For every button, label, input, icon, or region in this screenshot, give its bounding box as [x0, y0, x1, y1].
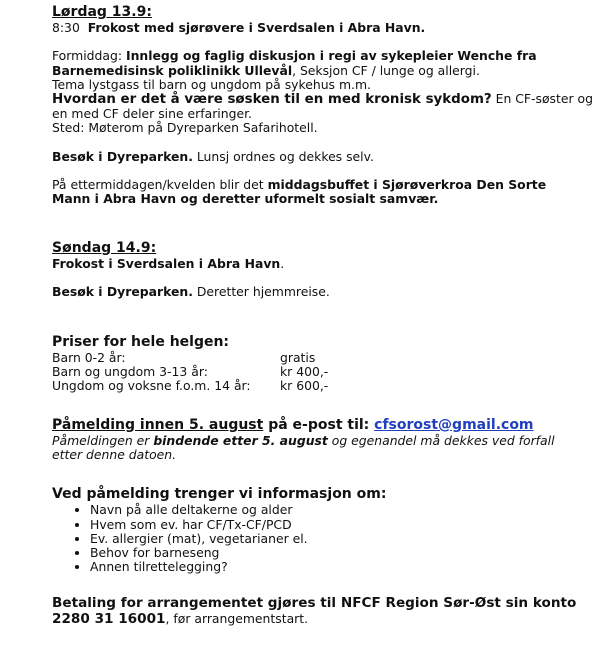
price-label: Ungdom og voksne f.o.m. 14 år: [52, 378, 251, 394]
evening-dinner-1: middagsbuffet i Sjørøverkroa Den Sorte [267, 177, 547, 193]
payment-line-1: Betaling for arrangementet gjøres til NFCF Region Sør-Øst sin konto [52, 594, 577, 611]
saturday-heading: Lørdag 13.9: [52, 4, 152, 20]
account-number: 2280 31 16001 [52, 611, 166, 628]
registration-note-2: etter denne datoen. [52, 446, 177, 462]
payment-line-2 [52, 611, 592, 628]
list-item: • Annen tilrettelegging? [90, 560, 592, 574]
price-value: kr 600,- [280, 378, 329, 394]
sunday-park-visit: Besøk i Dyreparken. [52, 284, 193, 300]
registration-heading [52, 416, 592, 434]
sibling-line-2: en med CF deler sine erfaringer. [52, 106, 252, 122]
evening-intro: På ettermiddagen/kvelden blir det [52, 177, 268, 193]
evening-dinner-2: Mann i Abra Havn og deretter uformelt sosialt samvær. [52, 191, 439, 207]
price-table [52, 351, 592, 394]
list-item: • Ev. allergier (mat), vegetarianer el. [90, 532, 592, 546]
session-prefix: Formiddag: [52, 48, 123, 64]
session-line-1 [52, 49, 592, 63]
sibling-question: Hvordan er det å være søsken til en med kronisk sykdom? [52, 92, 492, 107]
prices-heading: Priser for hele helgen: [52, 333, 230, 350]
park-lunch: Lunsj ordnes og dekkes selv. [192, 148, 374, 164]
registration-note-1: Påmeldingen er bindende etter 5. august og egenandel må dekkes ved forfall [52, 432, 555, 448]
breakfast-time: 8:30 [52, 20, 80, 35]
binding-date: bindende etter 5. august [153, 432, 328, 448]
document-body [52, 4, 592, 628]
list-item: • Navn på alle deltakerne og alder [90, 503, 592, 517]
sibling-text: En CF-søster og [491, 91, 593, 106]
session-title-2: Barnemedisinsk poliklinikk Ullevål [52, 62, 293, 78]
sunday-departure: Deretter hjemmreise. [192, 284, 330, 300]
price-label: Barn og ungdom 3-13 år: [52, 364, 208, 380]
payment-deadline: , før arrangementstart. [165, 611, 309, 627]
registration-email-label: på e-post til: [263, 416, 375, 433]
price-value: gratis [280, 349, 316, 365]
saturday-breakfast [52, 21, 592, 35]
list-item: • Hvem som ev. har CF/Tx-CF/PCD [90, 518, 592, 532]
registration-email-link[interactable]: cfsorost@gmail.com [374, 416, 534, 433]
sunday-park [52, 285, 592, 299]
info-list [52, 503, 592, 574]
session-dept: , Seksjon CF / lunge og allergi. [292, 62, 480, 78]
venue: Sted: Møterom på Dyreparken Safarihotell. [52, 120, 318, 136]
session-title-1: Innlegg og faglig diskusjon i regi av sykepleier Wenche fra [125, 48, 537, 64]
info-heading: Ved påmelding trenger vi informasjon om: [52, 486, 387, 503]
sunday-breakfast: Frokost i Sverdsalen i Abra Havn. [52, 255, 285, 271]
list-item: • Behov for barneseng [90, 546, 592, 560]
park-visit: Besøk i Dyreparken. [52, 148, 193, 164]
price-value: kr 400,- [280, 364, 329, 380]
evening-line-1 [52, 178, 592, 192]
breakfast-text: Frokost med sjørøvere i Sverdsalen i Abra Havn. [87, 20, 426, 35]
sunday-heading: Søndag 14.9: [52, 239, 157, 256]
registration-deadline: Påmelding innen 5. august [52, 416, 264, 433]
saturday-park [52, 150, 592, 164]
session-line-2 [52, 64, 592, 78]
price-label: Barn 0-2 år: [52, 349, 126, 365]
session-topic: Tema lystgass til barn og ungdom på sykehus m.m. [52, 76, 371, 92]
sunday-breakfast-text: Frokost i Sverdsalen i Abra Havn [52, 255, 281, 271]
sibling-line-1 [52, 92, 592, 107]
